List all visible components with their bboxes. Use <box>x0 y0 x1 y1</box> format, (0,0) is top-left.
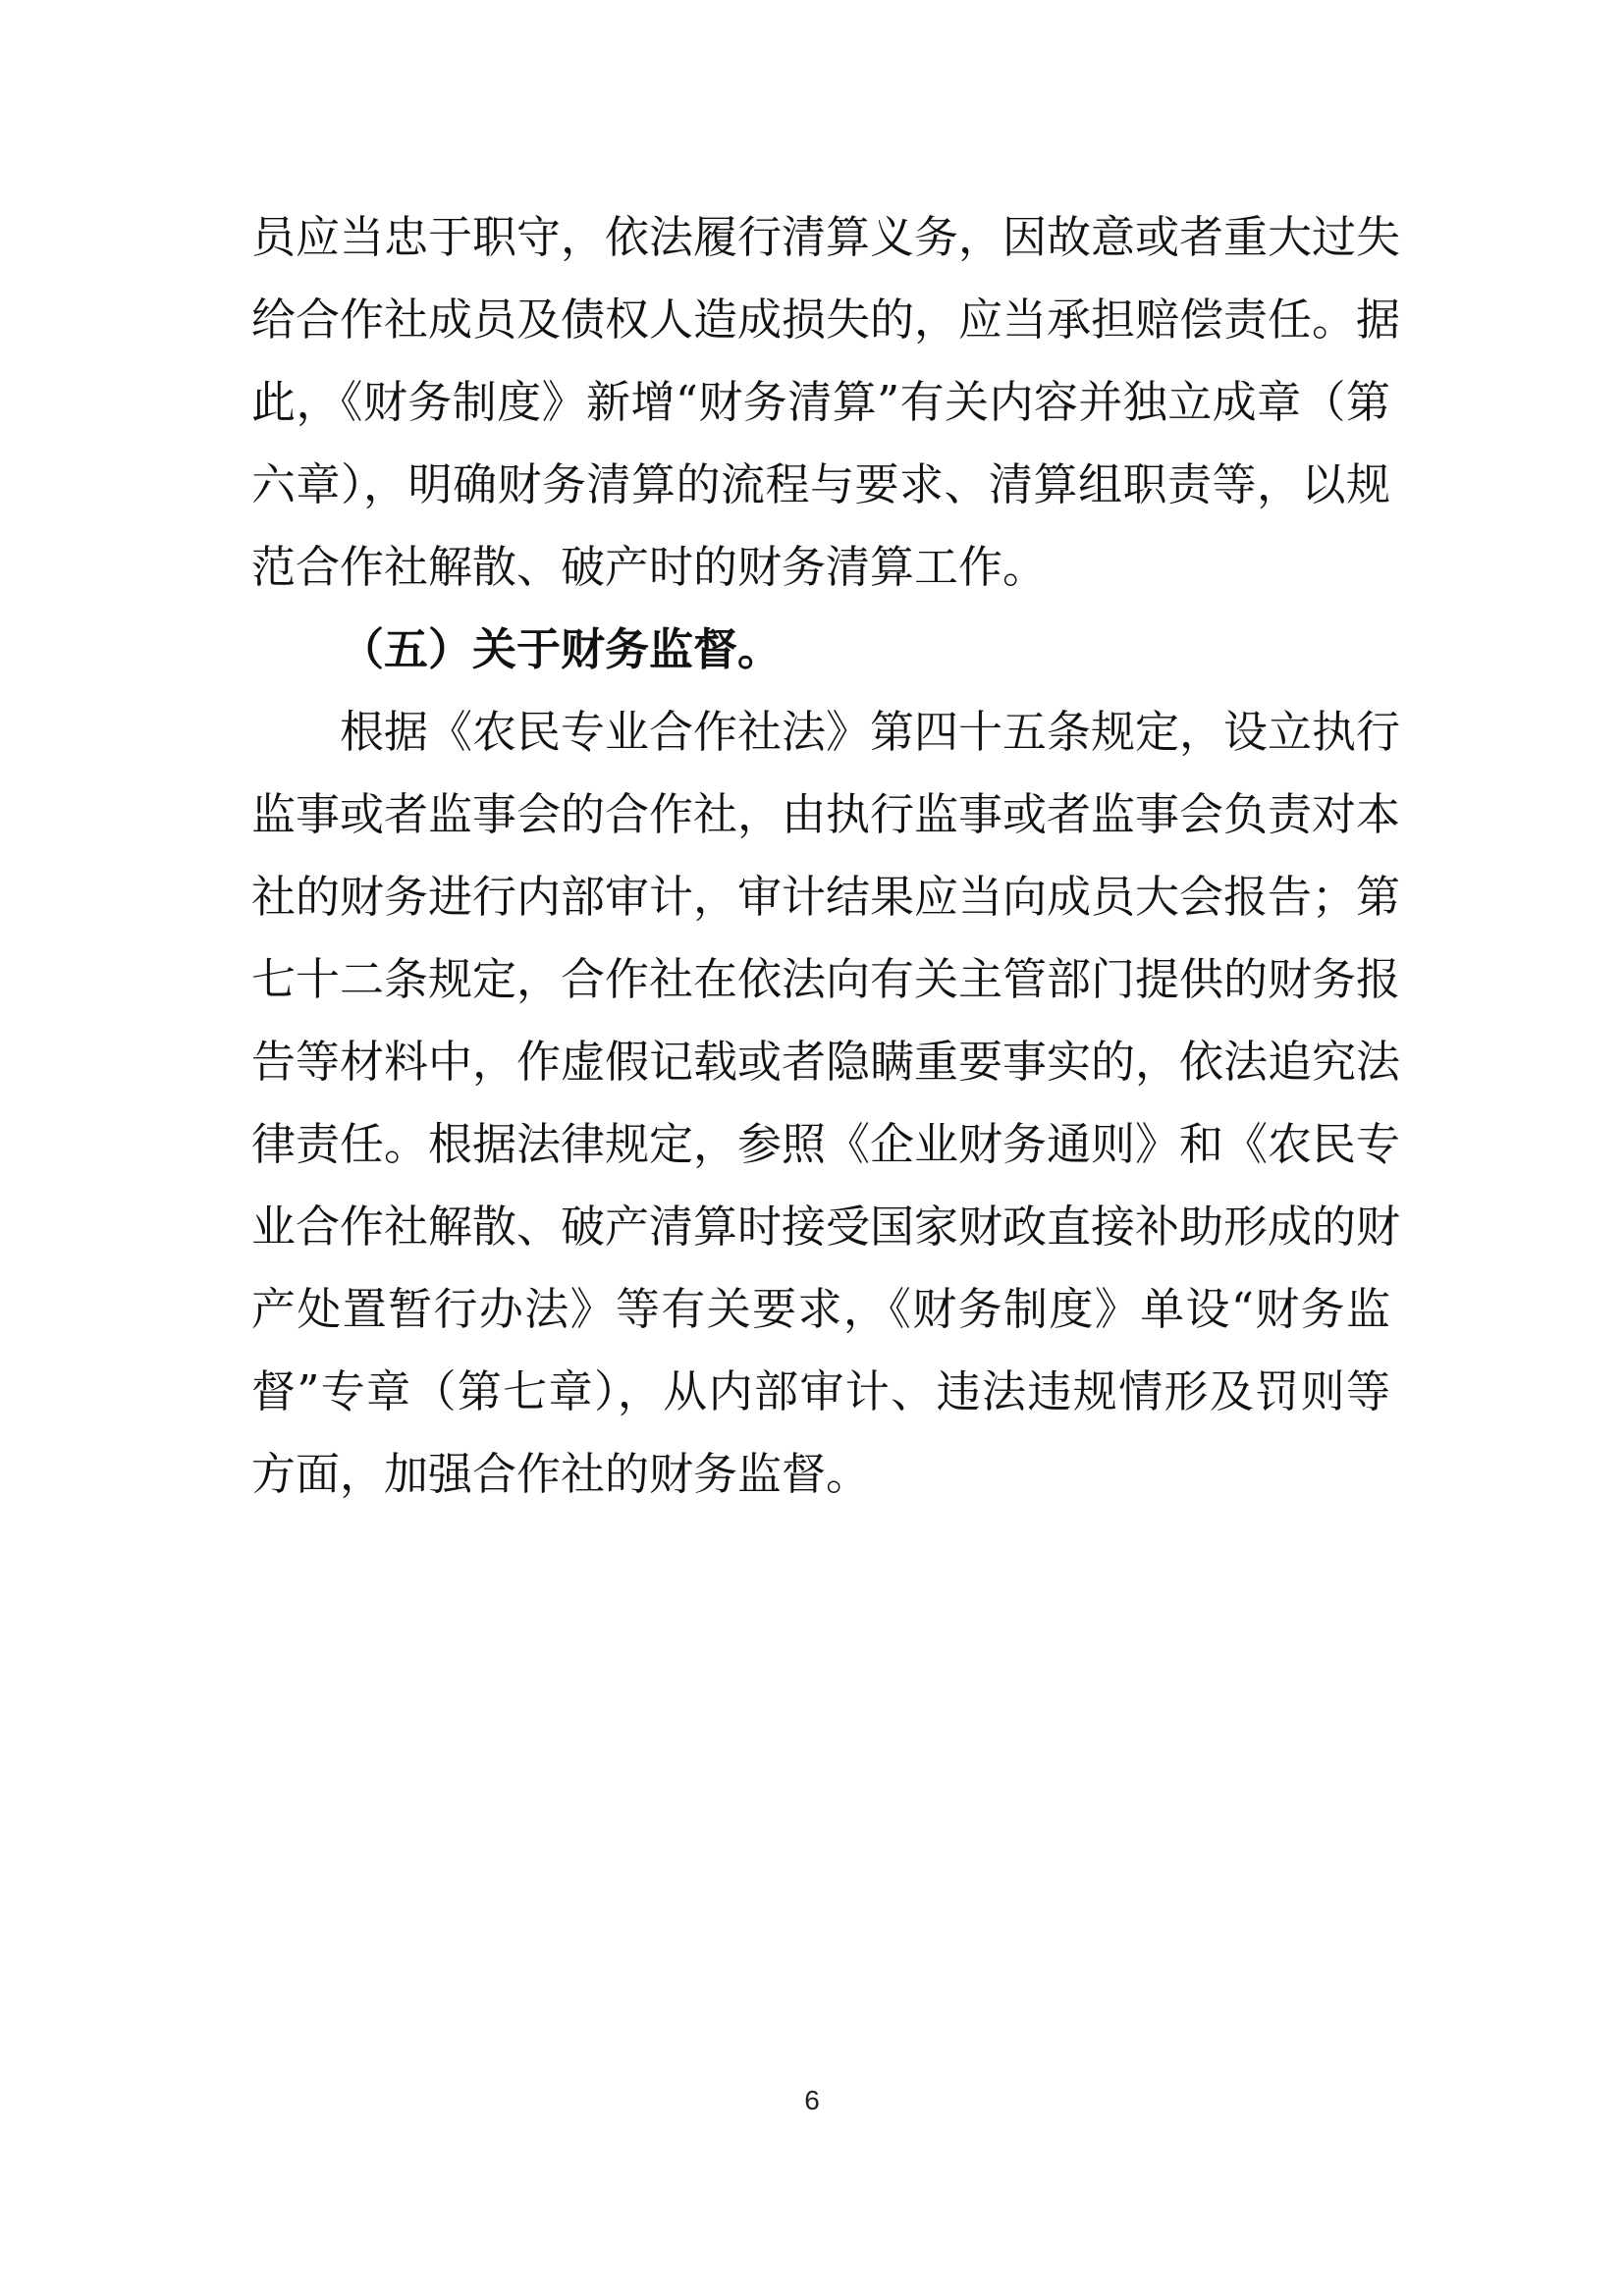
section-heading: （五）关于财务监督。 <box>340 623 783 675</box>
text-line: 此，《财务制度》新增“财务清算”有关内容并独立成章（第 <box>251 376 1390 428</box>
body-text <box>251 196 1401 1516</box>
text-line: 监事或者监事会的合作社，由执行监事或者监事会负责对本 <box>251 788 1401 840</box>
text-line: 督”专章（第七章），从内部审计、违法违规情形及罚则等 <box>251 1365 1390 1417</box>
text-line: 业合作社解散、破产清算时接受国家财政直接补助形成的财 <box>251 1201 1401 1253</box>
text-line: 告等材料中，作虚假记载或者隐瞒重要事实的，依法追究法 <box>251 1036 1401 1088</box>
text-line: 产处置暂行办法》等有关要求，《财务制度》单设“财务监 <box>251 1283 1390 1335</box>
text-line: 六章），明确财务清算的流程与要求、清算组职责等，以规 <box>251 458 1390 510</box>
text-line: 员应当忠于职守，依法履行清算义务，因故意或者重大过失 <box>251 211 1401 263</box>
text-line: 七十二条规定，合作社在依法向有关主管部门提供的财务报 <box>251 953 1401 1005</box>
text-line: 方面，加强合作社的财务监督。 <box>251 1448 871 1500</box>
text-line: 律责任。根据法律规定，参照《企业财务通则》和《农民专 <box>251 1118 1401 1170</box>
text-line: 范合作社解散、破产时的财务清算工作。 <box>251 541 1048 593</box>
page-number: 6 <box>804 2085 820 2115</box>
text-line: 社的财务进行内部审计，审计结果应当向成员大会报告；第 <box>251 871 1401 923</box>
text-line: 根据《农民专业合作社法》第四十五条规定，设立执行 <box>340 706 1401 758</box>
text-line: 给合作社成员及债权人造成损失的，应当承担赔偿责任。据 <box>251 294 1401 346</box>
